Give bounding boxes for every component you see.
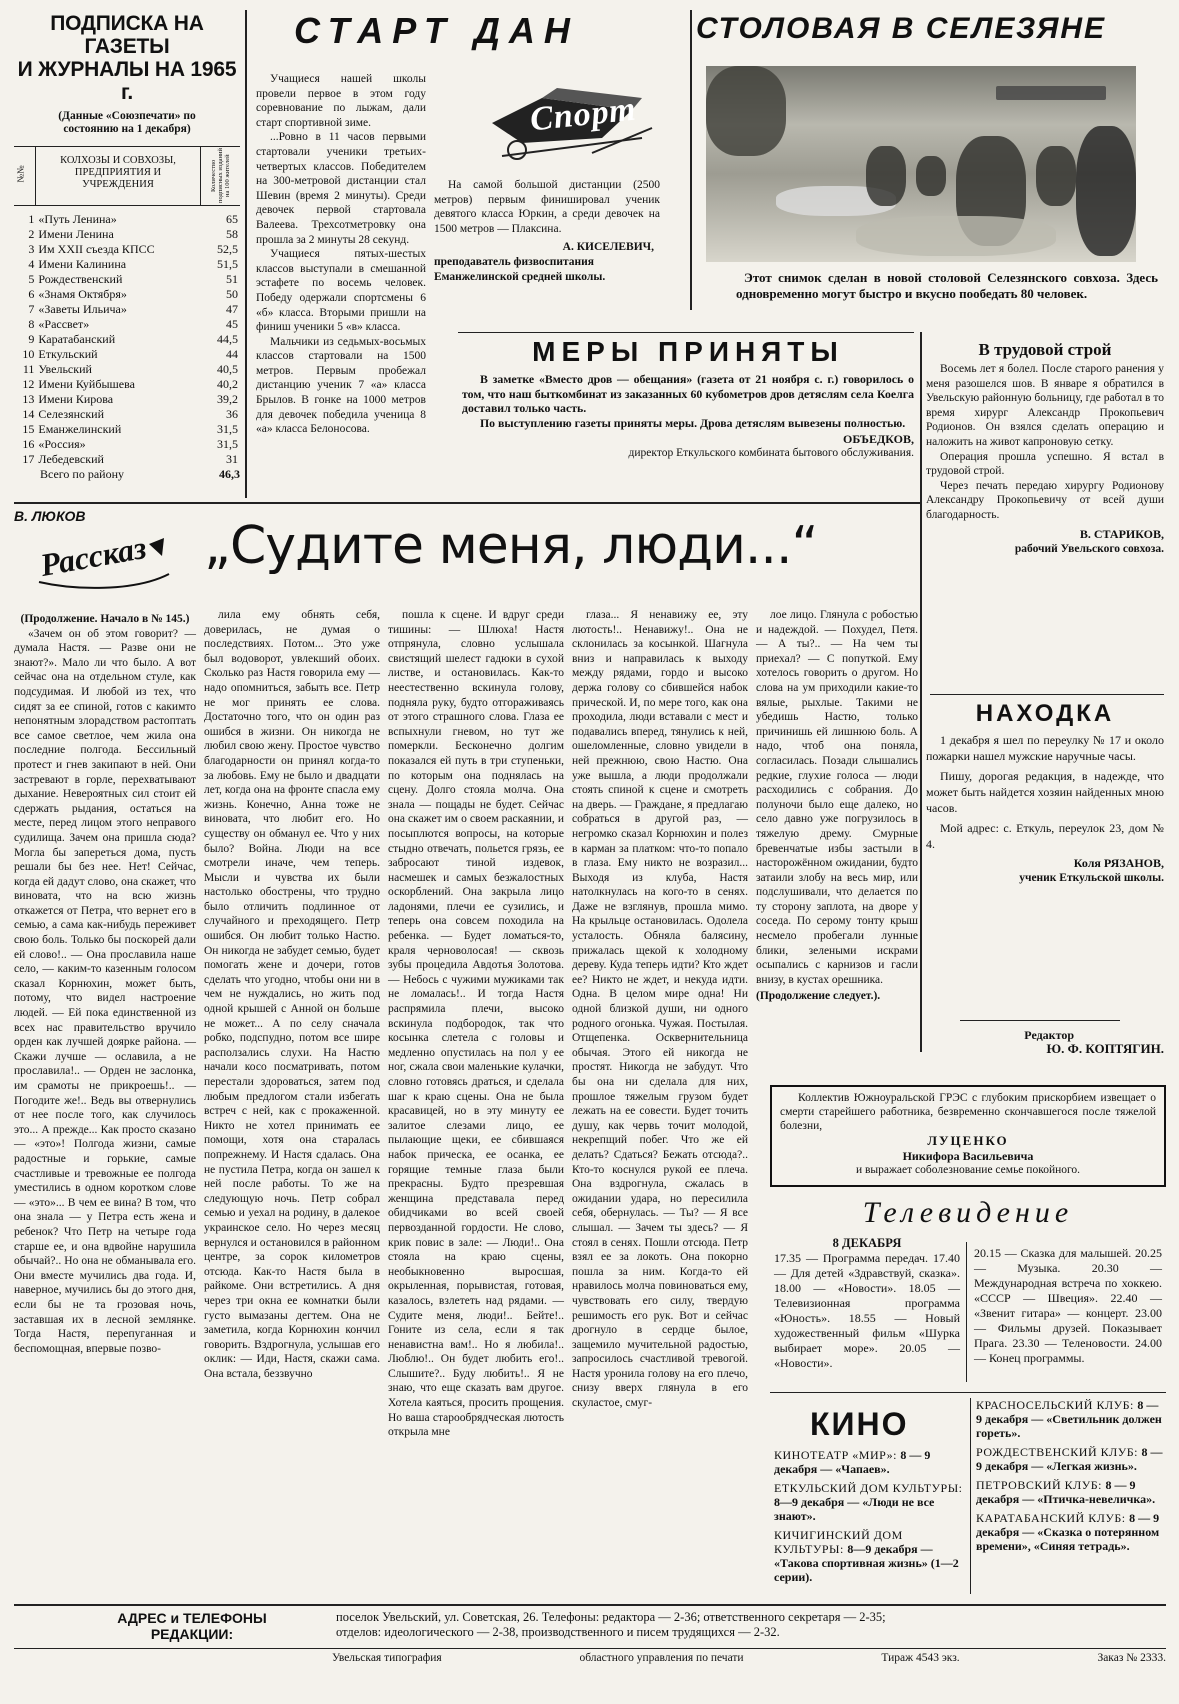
- row-number: 1: [28, 212, 35, 226]
- sport-logo: [482, 68, 662, 168]
- divider: [14, 1604, 1166, 1606]
- subscription-title-line1: ПОДПИСКА НА ГАЗЕТЫ: [50, 12, 204, 58]
- table-row: [14, 407, 240, 422]
- story-title: „Судите меня, люди...“: [204, 516, 818, 576]
- table-row: [14, 302, 240, 317]
- table-row: [14, 227, 240, 242]
- editor-section: [930, 1028, 1164, 1056]
- editor-label: Редактор: [1024, 1028, 1074, 1042]
- col-count-label: Количество подписных изданий на 100 жителей: [210, 148, 231, 204]
- row-number: 14: [22, 407, 35, 421]
- divider: [920, 332, 922, 1052]
- row-number: 9: [28, 332, 35, 346]
- start-author: А. КИСЕЛЕВИЧ,: [562, 241, 654, 254]
- subscription-total: [14, 467, 240, 482]
- table-row: [14, 362, 240, 377]
- row-number: 7: [28, 302, 35, 316]
- story-col5-text: лое лицо. Глянула с робостью и надеждой. — Похудел, Петя. — А ты?.. — На чем ты приехал? — С попуткой. Ему хотелось говорить о другом. Но слова на ум приходили какие-то вялые, рыхлые. Такими не убедишь Настю, только причинишь ей лишнюю боль. А надо, чтоб она поняла, согласилась. Позади слышались редкие, глухие голоса — люди расходились с собрания. До полуночи было еще далеко, но село давно уже погрузилось в тяжелую дрему. Смурные бревенчатые избы застыли в насторожённом ожидании, будто затаили злобу на весь мир, или подслушивали, что делается по ту сторону заплота, на дворе у соседа. По серому тонту крыш несмело пробегали лунные блики, зелеными искрами осыпались с карнизов и гасли внизу, в кустах орешника.: [756, 609, 918, 986]
- row-number: 5: [28, 272, 35, 286]
- row-value: 51,5: [217, 257, 238, 271]
- row-name: Рождественский: [38, 272, 123, 286]
- found-author-role: ученик Еткульской школы.: [1019, 872, 1164, 884]
- story-rubric: [34, 529, 174, 594]
- row-number: 2: [28, 227, 35, 241]
- story-col3: [388, 608, 564, 1440]
- subscription-section: [14, 12, 240, 482]
- row-value: 58: [226, 227, 238, 241]
- start-paragraph: Учащиеся нашей школы провели первое в этом году соревнование по лыжам, дали старт спортивной зиме.: [256, 73, 426, 129]
- footer-print: [332, 1652, 1166, 1664]
- table-row: [14, 317, 240, 332]
- found-paragraph: 1 декабря я шел по переулку № 17 и около пожарки нашел мужские наручные часы.: [926, 733, 1164, 763]
- cinema-name: КАРАТАБАНСКИЙ КЛУБ:: [976, 1511, 1130, 1525]
- found-section: [926, 700, 1164, 885]
- rubric-text: Рассказ: [37, 529, 149, 583]
- footer-address-line1: поселок Увельский, ул. Советская, 26. Телефоны: редактора — 2-36; ответственного секретаря — 2-35;: [336, 1610, 886, 1624]
- tv-section: [770, 1196, 1166, 1370]
- table-row: [14, 242, 240, 257]
- measures-author-role: директор Еткульского комбината бытового обслуживания.: [628, 447, 914, 460]
- cinema-name: ПЕТРОВСКИЙ КЛУБ:: [976, 1478, 1106, 1492]
- obituary-text2: и выражает соболезнование семье покойного.: [855, 1164, 1081, 1176]
- divider: [690, 10, 692, 310]
- cinema-schedule: 8 — 9 декабря — «Чапаев».: [774, 1448, 931, 1476]
- row-value: 31,5: [217, 437, 238, 451]
- labor-section: [926, 340, 1164, 556]
- labor-title: В трудовой строй: [978, 340, 1112, 359]
- canteen-caption: Этот снимок сделан в новой столовой Селезянского совхоза. Здесь одновременно могут быстро и вкусно пообедать 80 человек.: [736, 270, 1158, 301]
- table-row: [14, 392, 240, 407]
- start-paragraph: ...Ровно в 11 часов первыми стартовали ученики третьих-четвертых классов. Победителем на 300-метровой дистанции стал Шевин (время 2 минуты). Среди девочек первой стартовала Валеева. Трехсотметровку она прошла за 2 минуты 28 секунд.: [256, 131, 426, 246]
- labor-author-role: рабочий Увельского совхоза.: [1014, 542, 1164, 555]
- row-name: «Рассвет»: [38, 317, 90, 331]
- cinema-name: РОЖДЕСТВЕНСКИЙ КЛУБ:: [976, 1445, 1142, 1459]
- row-value: 51: [226, 272, 238, 286]
- footer-address: [336, 1610, 1166, 1640]
- col-name-line2: ПРЕДПРИЯТИЯ И: [74, 167, 162, 178]
- obituary-name: ЛУЦЕНКО: [927, 1133, 1009, 1148]
- divider: [770, 1392, 1166, 1393]
- story-continued: (Продолжение следует.).: [756, 990, 881, 1003]
- row-name: Имени Калинина: [38, 257, 127, 271]
- subscription-subtitle-line2: состоянию на 1 декабря): [63, 123, 191, 135]
- row-name: Еманжелинский: [38, 422, 122, 436]
- divider: [14, 502, 920, 504]
- row-value: 65: [226, 212, 238, 226]
- tv-col2: [974, 1246, 1162, 1366]
- col-name-header: [38, 155, 198, 191]
- sport-logo-text: Спорт: [528, 90, 639, 139]
- cinema-name: КРАСНОСЕЛЬСКИЙ КЛУБ:: [976, 1398, 1138, 1412]
- col-num-header: [14, 147, 36, 205]
- start-col2-text: На самой большой дистанции (2500 метров) первым финишировал ученик девятого класса Юркин, а среди девочек на 1500 метров — Плаксина.: [434, 179, 660, 235]
- row-value: 52,5: [217, 242, 238, 256]
- divider: [960, 1020, 1120, 1021]
- cinema-item: [774, 1528, 964, 1584]
- row-name: Еткульский: [38, 347, 98, 361]
- cinema-item: [976, 1398, 1164, 1440]
- row-number: 17: [22, 452, 35, 466]
- subscription-title: [14, 12, 240, 104]
- col-num-label: №№: [15, 165, 26, 183]
- row-value: 44,5: [217, 332, 238, 346]
- table-row: [14, 287, 240, 302]
- cinema-item: [774, 1448, 964, 1476]
- divider: [966, 1242, 967, 1382]
- found-paragraph: Пишу, дорогая редакция, в надежде, что может быть найдется хозяин найденных мною часов.: [926, 769, 1164, 815]
- table-row: [14, 377, 240, 392]
- measures-section: [462, 336, 914, 460]
- cinema-name: ЕТКУЛЬСКИЙ ДОМ КУЛЬТУРЫ:: [774, 1481, 963, 1495]
- row-value: 40,2: [217, 377, 238, 391]
- row-name: Увельский: [38, 362, 92, 376]
- row-number: 13: [22, 392, 35, 406]
- start-title: СТАРТ ДАН: [294, 10, 579, 51]
- row-name: «Заветы Ильича»: [38, 302, 127, 316]
- measures-author: ОБЪЕДКОВ,: [843, 432, 914, 447]
- col-name-line3: УЧРЕЖДЕНИЯ: [82, 179, 154, 190]
- row-number: 10: [22, 347, 35, 361]
- story-col3-text: пошла к сцене. И вдруг среди тишины: — Шлюха! Настя отпрянула, словно услышала свистящий шелест гадюки в сухой листве, и остановилась. Как-то неестественно вскинула голову, подняла руку, будто отгораживаясь от этого страшного слова. Глаза ее вспыхнули гневом, но тут же померкли. Бесконечно долгим показался ей путь в три ступеньки, по которым она поднялась на сцену. Долго стояла молча. Она знала — пощады не будет. Сейчас она скажет им о своем раскаянии, и посыплются вопросы, на которые стыдно отвечать, польется грязь, ее забросают тиной издевок, насмешек и самых безжалостных оскорблений. Она закрыла лицо ладонями, плечи ее сузились, и теперь она совсем походила на ребенка. — Будет ломаться-то, краля черноволосая! — сквозь зубы процедила Авдотья Золотова. — Небось с чужими мужиками так не ломалась!.. И тогда Настя распрямила плечи, высоко вскинула подбородок, так что косынка слетела с головы и медленно опустилась на пол у ее ног, сжала свои маленькие кулачки, словно готовясь драться, и сделала шаг к краю сцены. Она не была красавицей, но в эту минуту ее залитое слезами лицо, ее пылающие щеки, ее сбившаяся набок прическа, ее осанка, ее горящие темные глаза были прекрасны. Будто презревшая женщина представала перед обидчиками во всей своей первозданной гордости. Не слово, крик повис в зале: — Люди!.. Она стояла на краю сцены, необыкновенно выросшая, окрыленная, порывистая, готовая, казалось, взлететь над рядами. — Судите меня, люди!.. Бейте!.. Гоните из села, если я так ненавистна вам!.. Но я любила!.. Люблю!.. Он будет любить его!.. Слышите?.. Буду любить!.. Я не знаю, что еще сказать вам другое. Хотела каяться, просить прощения. Но ваша старообрядческая лютость открыла мне: [388, 609, 564, 1439]
- divider: [930, 694, 1164, 695]
- start-col1: [256, 72, 426, 437]
- row-number: 12: [22, 377, 35, 391]
- labor-paragraph: Через печать передаю хирургу Родионову Александру Прокопьевичу от всей души благодарность.: [926, 479, 1164, 521]
- row-value: 45: [226, 317, 238, 331]
- tv-col1-text: 17.35 — Программа передач. 17.40 — Для детей «Здравствуй, сказка». 18.00 — «Новости». 18.05 — Телевизионная программа «Юность». 18.55 — Новый художественный фильм «Шурка выбирает море». 20.05 — «Новости».: [774, 1250, 960, 1370]
- cinema-item: [976, 1511, 1164, 1553]
- story-col4-text: глаза... Я ненавижу ее, эту лютость!.. Ненавижу!.. Она не склонилась за косынкой. Шагнула вниз и направилась к выходу между рядами, гордо и высоко держа голову со сбившейся набок прической. И, по мере того, как она проходила, люди вставали с мест и подавались вперед, тянулись к ней, ошеломленные, словно увидели в ней прежнюю, свою Настю. Она уже вышла, а люди продолжали стоять спиной к сцене и смотреть на дверь. — Граждане, я предлагаю собраться в другой раз, — негромко сказал Корнюхин и полез в карман за платком: что-то попало в глаза. Ему никто не возразил... Выходя из клуба, Настя натолкнулась на кого-то в сенях. Даже не взглянув, прошла мимо. На крыльце остановилась. Одолела усталость. Обняла балясину, прижалась щекой к холодному дереву. Куда теперь идти? Кто ждет ее? Никто не ждет, и некуда идти. Одна. В целом мире одна! Ни одной близкой души, ни одного родного огонька. Чужая. Постылая. Отщепенка. Осквернительница обычая. Этого ей никогда не простят. Никогда не забудут. Что бы она ни сделала для них, прошлое тяжелым грузом будет лежать на ее совести. Будет точить душу, как червь точит молодой, некрепщий побег. Что же ей делать? Сдаться? Бежать отсюда?.. Кто-то коснулся рукой ее плеча. Она вздрогнула, сжалась в ожидании удара, но пересилила себя, обернулась. — Ты? — Я все слышал. — Зачем ты здесь? — Я стоял в сенях. Пошли отсюда. Петр взял ее за локоть. Она покорно пошла за ним. Когда-то ей нравилось молча повиноваться ему, чувствовать его силу, твердую решимость его рук. Вот и сейчас дрогнуло в сердце былое, защемило мучительной радостью, запросилось счастливой тревогой. Настя уронила голову на его плечо, снизу вверх глянула в его скуластое, смуг-: [572, 609, 748, 1410]
- divider: [458, 332, 914, 333]
- cinema-name: КИНОТЕАТР «МИР»:: [774, 1448, 901, 1462]
- start-author-role: преподаватель физвоспитания Еманжелинской средней школы.: [434, 255, 606, 283]
- start-section: [254, 10, 680, 436]
- total-label: Всего по району: [40, 467, 125, 481]
- footer-print3: Тираж 4543 экз.: [881, 1652, 960, 1664]
- col-name-line1: КОЛХОЗЫ И СОВХОЗЫ,: [60, 155, 176, 166]
- row-name: Лебедевский: [38, 452, 104, 466]
- row-number: 3: [28, 242, 35, 256]
- obituary-name2: Никифора Васильевича: [902, 1149, 1034, 1163]
- measures-p1: В заметке «Вместо дров — обещания» (газета от 21 ноября с. г.) говорилось о том, что наш быткомбинат из заказанных 60 кубометров дров детяслям села Коелга доставил только часть.: [462, 372, 914, 416]
- story-col5: [756, 608, 918, 1004]
- row-name: Селезянский: [38, 407, 105, 421]
- canteen-section: [696, 12, 1168, 301]
- subscription-title-line2: И ЖУРНАЛЫ НА 1965 г.: [17, 58, 237, 104]
- row-name: «Путь Ленина»: [38, 212, 117, 226]
- labor-paragraph: Операция прошла успешно. Я встал в трудовой строй.: [926, 450, 1164, 478]
- table-row: [14, 437, 240, 452]
- row-number: 11: [22, 362, 35, 376]
- footer-print1: Увельская типография: [332, 1652, 442, 1664]
- tv-col2-text: 20.15 — Сказка для малышей. 20.25 — Музыка. 20.30 — Международная встреча по хоккею. «СССР — Швеция». 22.40 — «Звенит гитара» — концерт. 23.00 — Фильмы друзей. Показывает Прага. 23.30 — Теленовости. 24.00 — Конец программы.: [974, 1246, 1162, 1365]
- divider: [970, 1398, 971, 1594]
- col-count-header: [200, 147, 240, 205]
- cinema-item: [774, 1481, 964, 1523]
- row-name: «Знамя Октября»: [38, 287, 127, 301]
- row-name: Имени Ленина: [38, 227, 114, 241]
- row-name: Имени Кирова: [38, 392, 114, 406]
- footer-print2: областного управления по печати: [579, 1652, 744, 1664]
- table-row: [14, 257, 240, 272]
- row-number: 4: [28, 257, 35, 271]
- subscription-subtitle: [14, 110, 240, 136]
- row-number: 16: [22, 437, 35, 451]
- row-value: 40,5: [217, 362, 238, 376]
- subscription-table: [14, 212, 240, 467]
- table-row: [14, 422, 240, 437]
- cinema-schedule: 8—9 декабря — «Такова спортивная жизнь» (1—2 серии).: [774, 1542, 959, 1584]
- cinema-item: [976, 1478, 1164, 1506]
- measures-title: МЕРЫ ПРИНЯТЫ: [532, 336, 844, 367]
- found-text: [926, 732, 1164, 852]
- row-value: 36: [226, 407, 238, 421]
- found-title: НАХОДКА: [975, 700, 1115, 727]
- measures-p2: По выступлению газеты приняты меры. Дрова детяслям вывезены полностью.: [480, 415, 906, 430]
- tv-col1: [774, 1236, 960, 1371]
- story-col1: [14, 612, 196, 1356]
- cinema-schedule: 8 — 9 декабря — «Птичка-невеличка».: [976, 1478, 1156, 1506]
- cinema-item: [976, 1445, 1164, 1473]
- footer-label: [92, 1610, 292, 1642]
- start-col2: [434, 178, 660, 284]
- row-name: Имени Куйбышева: [38, 377, 135, 391]
- story-col4: [572, 608, 748, 1411]
- obituary-text: Коллектив Южноуральской ГРЭС с глубоким прискорбием извещает о смерти старейшего работника, безвременно скончавшегося после тяжелой болезни,: [780, 1092, 1156, 1132]
- table-row: [14, 272, 240, 287]
- labor-paragraph: Восемь лет я болел. После старого ранения у меня разошелся шов. В январе я обратился в Увельскую районную больницу, где работал в то время хирург Александр Прокопьевич Родионов. Он взялся сделать операцию и наложить на живот капроновую сетку.: [926, 363, 1164, 448]
- tv-title: Телевидение: [862, 1196, 1074, 1229]
- subscription-subtitle-line1: (Данные «Союзпечати» по: [58, 110, 196, 122]
- total-value: 46,3: [219, 467, 240, 481]
- row-number: 8: [28, 317, 35, 331]
- table-row: [14, 452, 240, 467]
- cinema-schedule: 8 — 9 декабря — «Легкая жизнь».: [976, 1445, 1163, 1473]
- footer-address-line2: отделов: идеологического — 2-38, производственного и писем трудящихся — 2-32.: [336, 1625, 780, 1639]
- cinema-schedule: 8 — 9 декабря — «Светильник должен гореть».: [976, 1398, 1162, 1440]
- subscription-table-header: [14, 146, 240, 206]
- start-paragraph: Учащиеся пятых-шестых классов выступали в смешанной эстафете по восемь человек. Победу одержали спортсмены 6 «б» класса. Вторыми пришли на финиш ученики 5 «в» класса.: [256, 248, 426, 334]
- footer-label-line1: АДРЕС и ТЕЛЕФОНЫ: [117, 1610, 267, 1626]
- found-author: Коля РЯЗАНОВ,: [1073, 856, 1164, 870]
- kino-left: [774, 1448, 964, 1589]
- canteen-title: СТОЛОВАЯ В СЕЛЕЗЯНЕ: [696, 12, 1107, 45]
- start-paragraph: Мальчики из седьмых-восьмых классов стартовали на 1500 метров. Первым пробежал дистанцию ученик 7 «а» класса Брылов. В гонке на 1000 метров для девочек победила ученица 8 «а» класса Белоносова.: [256, 335, 426, 436]
- row-value: 31: [226, 452, 238, 466]
- story-intro: (Продолжение. Начало в № 145.): [20, 613, 190, 625]
- obituary-box: [770, 1085, 1166, 1187]
- story-col2: [204, 608, 380, 1381]
- row-value: 44: [226, 347, 238, 361]
- row-value: 50: [226, 287, 238, 301]
- row-value: 31,5: [217, 422, 238, 436]
- story-author: В. ЛЮКОВ: [14, 508, 86, 524]
- row-name: Им XXII съезда КПСС: [38, 242, 155, 256]
- row-number: 15: [22, 422, 35, 436]
- story-col2-text: лила ему обнять себя, доверилась, не думая о последствиях. Потом... Это уже был водоворот, увлекший обоих. Сколько раз Настя говорила ему — надо опомниться, забыть все. Петр не мог принять ее слова. Достаточно того, что он один раз ошибся в жизни. Он никогда не любил свою жену. Простое чувство благодарности он принял когда-то за любовь. Ему не было и двадцати лет, когда она на фронте спасла ему жизнь. Конечно, Анна тоже не виновата, что любит его. Но существу он обманул ее. Что у них было? Война. Люди на все смотрели иначе, чем теперь. Мысли и чувства их были настолько обострены, что трудно было отличить подлинное от случайного и преходящего. Петр ошибся. Он любит только Настю. Он никогда не забудет семью, будет помогать жене и дочери, готов сделать что угодно, чтобы они ни в чем не нуждались, но жить под одной крышей с Анной он больше не может... А по селу сначала робко, подспудно, потом все шире расползались слухи. На Настю начали косо посматривать, потом перестали здороваться, затем под любым предлогом стали избегать встреч с ней, как с прокаженной. Никто не хотел принимать ее помощи, хотя она старалась попрежнему. И Настя сдалась. Она не пустила Петра, когда он зашел к ней после работы. То же на следующую ночь. Петр собрал семью и уехал на родину, в далекое украинское село. Но через месяц вернулся и остановился в районном центре, за сорок километров отсюда. Как-то Настя была в райкоме. Они встретились. А дня через три окна ее комнатки были густо вымазаны дегтем. Она не заметила, когда Корнюхин кончил говорить. Вздрогнула, услышав его оклик: — Иди, Настя, скажи сама. Она встала, беззвучно: [204, 609, 380, 1380]
- canteen-photo: [706, 66, 1136, 262]
- cinema-name: КИЧИГИНСКИЙ ДОМ КУЛЬТУРЫ:: [774, 1528, 903, 1556]
- row-name: Каратабанский: [38, 332, 116, 346]
- cinema-schedule: 8—9 декабря — «Люди не все знают».: [774, 1495, 935, 1523]
- tv-date: 8 ДЕКАБРЯ: [832, 1236, 902, 1250]
- story-col1-text: «Зачем он об этом говорит? — думала Настя. — Разве они не знают?». Мало ли что было. А вот сейчас она на отдельном стуле, как подсудимая. И любой из тех, что сидят за ее спиной, готов с какимто непонятным злорадством растоптать все самое светлое, чем жила она последние полгода. Бессильный протест и гнев закипают в ней. Они застревают в горле, перехватывают дыхание. Невероятных сил стоит ей сдержать рыдания, остаться на месте, перед лицом этого неправого судилища. Зачем она пришла сюда? Могла бы запереться дома, пусть решали бы без нее. Нет! Сейчас, когда ей дадут слово, она скажет, что виновата, что на всю жизнь откажется от Петра, что вернет его в семью, а сама как-нибудь переживет свою боль. Только бы поскорей дали ей слово!.. — Она прославила наше село, — каким-то казенным голосом сказал Корнюхин, может быть, потому, что видел настроение людей. — Ей пока единственной из всех нас правительство вручило орден как лучшей доярке района. — Скажи лучше — ославила, а не прославила!.. — Орден не заслонка, им срамоты не прикроешь!.. — Погодите же!.. Ведь вы отвернулись от нее после того, как случилось это... А прежде... Как просто сказано — «это»! Полгода жизни, самые радостные и горькие, самые счастливые и тревожные ее полгода уместились в одном коротком слове — «это»... В чем ее вина? В том, что она знала — у Петра есть жена и ребенок? Что Петр на четыре года старше ее, и она вдвойне нарушила обычай?.. Но она не обманывала его. Они вместе мучились два года. И, наверное, мучились бы до этого дня, если бы не та грозовая ночь, заставшая их в лесной землянке. Тогда Настя, перепуганная и беспомощная, впервые позво-: [14, 627, 196, 1355]
- row-value: 39,2: [217, 392, 238, 406]
- labor-text: [926, 362, 1164, 523]
- divider: [245, 10, 247, 498]
- footer-print4: Заказ № 2333.: [1097, 1652, 1166, 1664]
- table-row: [14, 212, 240, 227]
- table-row: [14, 332, 240, 347]
- footer-label-line2: РЕДАКЦИИ:: [150, 1626, 234, 1642]
- kino-title: КИНО: [810, 1406, 909, 1442]
- kino-right: [976, 1398, 1164, 1558]
- labor-author: В. СТАРИКОВ,: [1079, 526, 1164, 541]
- row-number: 6: [28, 287, 35, 301]
- table-row: [14, 347, 240, 362]
- divider: [14, 1648, 1166, 1649]
- editor-name: Ю. Ф. КОПТЯГИН.: [1046, 1041, 1164, 1056]
- found-paragraph: Мой адрес: с. Еткуль, переулок 23, дом № 4.: [926, 821, 1164, 851]
- cinema-schedule: 8 — 9 декабря — «Сказка о потерянном времени», «Синяя тетрадь».: [976, 1511, 1160, 1553]
- row-value: 47: [226, 302, 238, 316]
- row-name: «Россия»: [38, 437, 86, 451]
